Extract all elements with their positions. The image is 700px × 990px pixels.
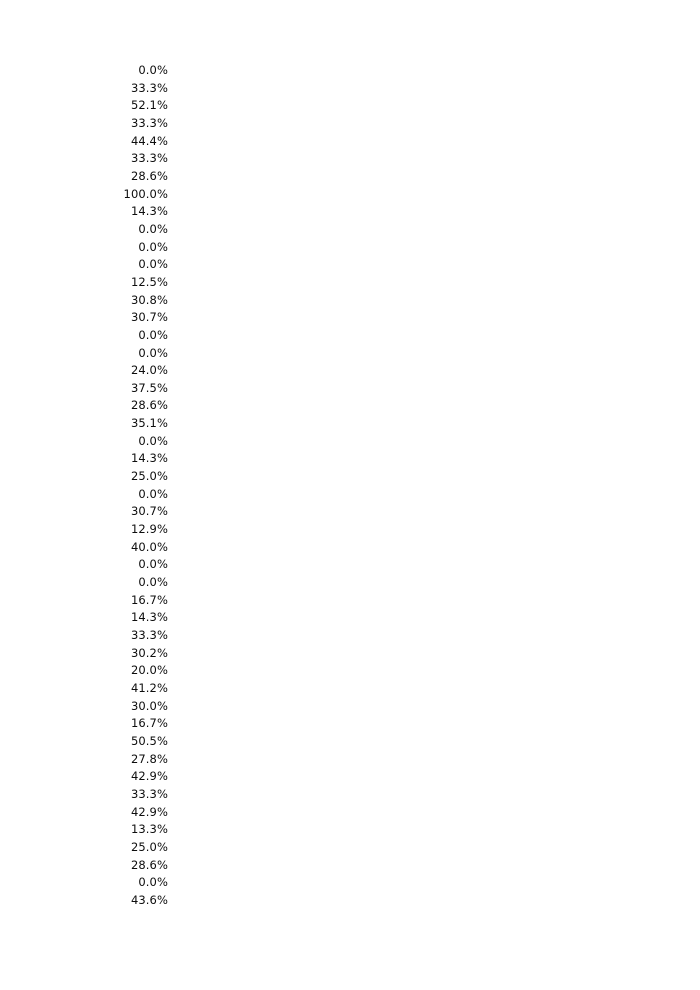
percentage-value: 16.7% bbox=[130, 716, 168, 731]
percentage-value: 27.8% bbox=[130, 751, 168, 766]
percentage-value: 12.9% bbox=[130, 522, 168, 537]
percentage-value: 28.6% bbox=[130, 168, 168, 183]
percentage-value: 24.0% bbox=[130, 363, 168, 378]
percentage-value: 28.6% bbox=[130, 398, 168, 413]
percentage-value: 42.9% bbox=[130, 804, 168, 819]
percentage-value: 33.3% bbox=[130, 80, 168, 95]
percentage-value: 25.0% bbox=[130, 839, 168, 854]
percentage-value: 37.5% bbox=[130, 380, 168, 395]
percentage-value: 33.3% bbox=[130, 786, 168, 801]
percentage-value: 0.0% bbox=[138, 486, 168, 501]
percentage-value: 0.0% bbox=[138, 257, 168, 272]
percentage-value: 0.0% bbox=[138, 327, 168, 342]
percentage-value: 33.3% bbox=[130, 115, 168, 130]
percentage-value: 41.2% bbox=[130, 680, 168, 695]
percentage-value: 50.5% bbox=[130, 733, 168, 748]
percentage-value: 28.6% bbox=[130, 857, 168, 872]
percentage-value: 0.0% bbox=[138, 63, 168, 77]
percentage-value: 40.0% bbox=[130, 539, 168, 554]
percentage-value: 42.9% bbox=[130, 769, 168, 784]
percentage-value: 14.3% bbox=[130, 204, 168, 219]
percentage-value: 0.0% bbox=[138, 345, 168, 360]
percentage-value: 14.3% bbox=[130, 451, 168, 466]
percentage-value: 33.3% bbox=[130, 151, 168, 166]
percentage-value: 25.0% bbox=[130, 469, 168, 484]
percentage-value: 14.3% bbox=[130, 610, 168, 625]
percentage-value: 33.3% bbox=[130, 628, 168, 642]
percentage-value: 30.8% bbox=[130, 292, 168, 307]
percentage-value: 30.7% bbox=[130, 310, 168, 325]
percentage-value-column bbox=[0, 62, 168, 910]
percentage-value: 0.0% bbox=[138, 575, 168, 590]
percentage-value: 0.0% bbox=[138, 557, 168, 572]
percentage-value: 0.0% bbox=[138, 433, 168, 448]
percentage-value: 35.1% bbox=[130, 416, 168, 431]
percentage-value: 30.0% bbox=[130, 698, 168, 713]
percentage-value: 0.0% bbox=[138, 875, 168, 890]
percentage-value: 100.0% bbox=[123, 186, 168, 201]
percentage-value: 16.7% bbox=[130, 592, 168, 607]
percentage-value: 52.1% bbox=[130, 98, 168, 113]
percentage-value: 43.6% bbox=[130, 892, 168, 907]
percentage-value: 0.0% bbox=[138, 221, 168, 236]
percentage-value: 12.5% bbox=[130, 274, 168, 289]
percentage-value: 44.4% bbox=[130, 133, 168, 148]
percentage-value: 30.2% bbox=[130, 645, 168, 660]
percentage-value: 20.0% bbox=[130, 663, 168, 678]
percentage-value: 30.7% bbox=[130, 504, 168, 519]
percentage-value: 0.0% bbox=[138, 239, 168, 254]
percentage-value: 13.3% bbox=[130, 822, 168, 837]
